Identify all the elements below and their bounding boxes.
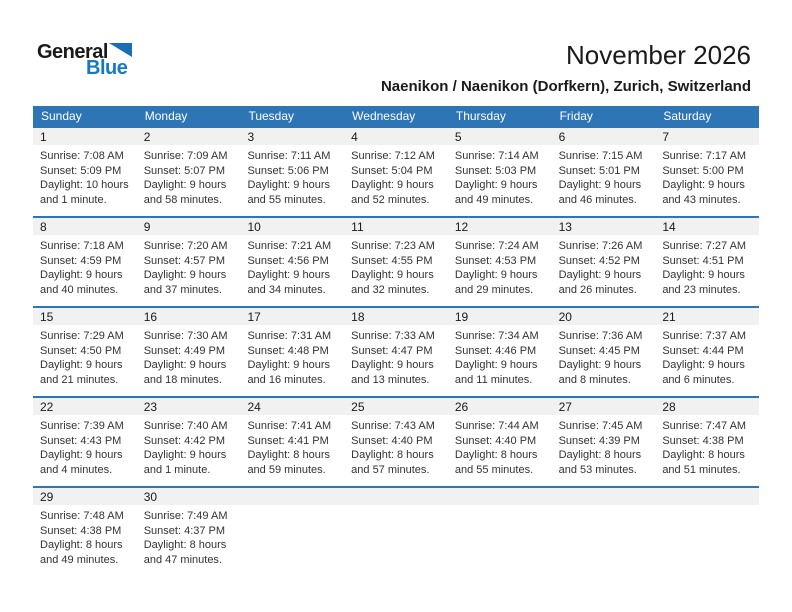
sunrise-text: Sunrise: 7:36 AM <box>558 330 643 342</box>
sunset-text: Sunset: 4:50 PM <box>40 344 122 357</box>
day-cell <box>344 398 448 486</box>
daylight-text-line1: Daylight: 9 hours <box>143 359 227 371</box>
weekday-cell: Saturday <box>663 109 712 123</box>
sunrise-text: Sunrise: 7:40 AM <box>143 420 228 432</box>
daylight-text-line1: Daylight: 10 hours <box>40 179 129 191</box>
daylight-text-line2: and 26 minutes. <box>558 283 637 296</box>
sunset-text: Sunset: 4:38 PM <box>40 524 122 537</box>
sunrise-text: Sunrise: 7:30 AM <box>143 330 228 342</box>
sunset-text: Sunset: 4:37 PM <box>143 524 226 537</box>
daylight-text-line2: and 23 minutes. <box>662 283 741 296</box>
day-number: 26 <box>448 398 552 415</box>
day-number: 10 <box>240 218 344 235</box>
day-details <box>240 325 344 387</box>
day-details <box>33 415 137 477</box>
page-title: November 2026 <box>566 40 751 70</box>
day-cell <box>448 128 552 216</box>
daylight-text-line2: and 49 minutes. <box>454 193 534 206</box>
daylight-text-line2: and 29 minutes. <box>454 283 534 296</box>
sunrise-text: Sunrise: 7:12 AM <box>351 150 435 162</box>
day-number: 2 <box>137 128 241 145</box>
sunrise-text: Sunrise: 7:11 AM <box>247 150 331 162</box>
daylight-text-line2: and 32 minutes. <box>351 283 430 296</box>
day-cell <box>344 218 448 306</box>
sunrise-text: Sunrise: 7:34 AM <box>454 330 539 342</box>
day-cell-empty <box>655 488 759 576</box>
sunrise-text: Sunrise: 7:09 AM <box>143 150 228 162</box>
day-details <box>655 505 759 509</box>
day-details <box>33 145 137 207</box>
sunset-text: Sunset: 4:43 PM <box>40 434 122 447</box>
sunset-text: Sunset: 4:56 PM <box>247 254 329 267</box>
sunrise-text: Sunrise: 7:18 AM <box>40 240 124 252</box>
daylight-text-line2: and 34 minutes. <box>247 283 326 296</box>
day-cell <box>240 308 344 396</box>
day-details <box>344 505 448 509</box>
day-details <box>448 235 552 297</box>
day-number: 8 <box>33 218 137 235</box>
daylight-text-line2: and 53 minutes. <box>558 463 637 476</box>
day-number: 12 <box>448 218 552 235</box>
day-details <box>448 145 552 207</box>
sunrise-text: Sunrise: 7:20 AM <box>143 240 228 252</box>
day-number: 15 <box>33 308 137 325</box>
day-details <box>240 505 344 509</box>
sunrise-text: Sunrise: 7:21 AM <box>247 240 332 252</box>
day-cell <box>344 308 448 396</box>
sunset-text: Sunset: 4:39 PM <box>558 434 640 447</box>
daylight-text-line1: Daylight: 8 hours <box>40 539 123 551</box>
day-cell-empty <box>240 488 344 576</box>
sunrise-text: Sunrise: 7:47 AM <box>662 420 747 432</box>
daylight-text-line1: Daylight: 9 hours <box>558 179 642 191</box>
week-row <box>33 396 759 486</box>
sunset-text: Sunset: 4:46 PM <box>454 344 537 357</box>
sunset-text: Sunset: 5:07 PM <box>143 164 226 177</box>
weekday-cell: Thursday <box>455 109 506 123</box>
weekday-cell: Tuesday <box>248 109 295 123</box>
daylight-text-line2: and 16 minutes. <box>247 373 326 386</box>
day-details <box>33 505 137 567</box>
day-details <box>655 415 759 477</box>
sunrise-text: Sunrise: 7:41 AM <box>247 420 332 432</box>
day-cell <box>240 218 344 306</box>
sunset-text: Sunset: 4:49 PM <box>143 344 226 357</box>
logo-text-blue: Blue <box>86 57 128 79</box>
day-details <box>137 505 241 567</box>
page-subtitle: Naenikon / Naenikon (Dorfkern), Zurich, Switzerland <box>380 78 751 95</box>
daylight-text-line1: Daylight: 8 hours <box>143 539 227 551</box>
day-number: 20 <box>552 308 656 325</box>
day-number: 21 <box>655 308 759 325</box>
sunset-text: Sunset: 4:59 PM <box>40 254 122 267</box>
sunrise-text: Sunrise: 7:44 AM <box>454 420 539 432</box>
day-cell <box>448 218 552 306</box>
sunset-text: Sunset: 4:57 PM <box>143 254 226 267</box>
sunrise-text: Sunrise: 7:37 AM <box>662 330 747 342</box>
sunset-text: Sunset: 4:51 PM <box>662 254 744 267</box>
day-cell <box>655 128 759 216</box>
daylight-text-line2: and 18 minutes. <box>143 373 222 386</box>
day-details <box>448 415 552 477</box>
daylight-text-line1: Daylight: 9 hours <box>143 449 227 461</box>
day-number: 19 <box>448 308 552 325</box>
daylight-text-line2: and 55 minutes. <box>247 193 326 206</box>
daylight-text-line1: Daylight: 9 hours <box>454 359 538 371</box>
weekday-cell: Monday <box>144 109 188 123</box>
daylight-text-line2: and 1 minute. <box>40 193 107 206</box>
sunset-text: Sunset: 4:42 PM <box>143 434 226 447</box>
daylight-text-line1: Daylight: 9 hours <box>662 359 745 371</box>
day-details <box>137 415 241 477</box>
day-cell <box>137 128 241 216</box>
day-cell <box>137 488 241 576</box>
daylight-text-line1: Daylight: 9 hours <box>143 179 227 191</box>
daylight-text-line1: Daylight: 9 hours <box>143 269 227 281</box>
daylight-text-line1: Daylight: 9 hours <box>662 269 745 281</box>
day-details <box>137 235 241 297</box>
daylight-text-line1: Daylight: 9 hours <box>351 359 434 371</box>
day-number: 14 <box>655 218 759 235</box>
day-cell <box>448 398 552 486</box>
daylight-text-line1: Daylight: 9 hours <box>558 269 642 281</box>
weekday-cell: Wednesday <box>352 109 416 123</box>
day-cell <box>33 488 137 576</box>
day-details <box>448 325 552 387</box>
daylight-text-line2: and 43 minutes. <box>662 193 741 206</box>
sunrise-text: Sunrise: 7:23 AM <box>351 240 435 252</box>
day-number: 17 <box>240 308 344 325</box>
sunset-text: Sunset: 4:38 PM <box>662 434 744 447</box>
day-cell <box>552 308 656 396</box>
day-cell <box>137 398 241 486</box>
day-details <box>552 325 656 387</box>
day-number: 11 <box>344 218 448 235</box>
sunset-text: Sunset: 5:01 PM <box>558 164 640 177</box>
daylight-text-line2: and 8 minutes. <box>558 373 631 386</box>
daylight-text-line2: and 1 minute. <box>143 463 211 476</box>
daylight-text-line1: Daylight: 9 hours <box>662 179 745 191</box>
daylight-text-line1: Daylight: 8 hours <box>558 449 642 461</box>
logo-triangle-icon <box>109 43 132 57</box>
day-number: 22 <box>33 398 137 415</box>
sunset-text: Sunset: 5:09 PM <box>40 164 122 177</box>
day-cell <box>655 218 759 306</box>
day-details <box>344 235 448 297</box>
daylight-text-line2: and 52 minutes. <box>351 193 430 206</box>
day-cell <box>33 398 137 486</box>
day-number: 16 <box>137 308 241 325</box>
daylight-text-line1: Daylight: 8 hours <box>247 449 330 461</box>
day-cell-empty <box>552 488 656 576</box>
sunrise-text: Sunrise: 7:24 AM <box>454 240 539 252</box>
day-details <box>33 325 137 387</box>
day-cell <box>33 128 137 216</box>
daylight-text-line1: Daylight: 9 hours <box>558 359 642 371</box>
daylight-text-line1: Daylight: 8 hours <box>351 449 434 461</box>
sunrise-text: Sunrise: 7:08 AM <box>40 150 124 162</box>
day-number: 25 <box>344 398 448 415</box>
day-details <box>137 325 241 387</box>
weekday-cell: Friday <box>559 109 593 123</box>
daylight-text-line2: and 37 minutes. <box>143 283 222 296</box>
sunrise-text: Sunrise: 7:17 AM <box>662 150 747 162</box>
week-row <box>33 306 759 396</box>
sunset-text: Sunset: 4:55 PM <box>351 254 433 267</box>
sunset-text: Sunset: 4:40 PM <box>351 434 433 447</box>
sunset-text: Sunset: 4:41 PM <box>247 434 329 447</box>
day-details <box>240 415 344 477</box>
daylight-text-line1: Daylight: 9 hours <box>247 179 330 191</box>
day-number: 6 <box>552 128 656 145</box>
day-details <box>655 235 759 297</box>
daylight-text-line1: Daylight: 9 hours <box>454 179 538 191</box>
day-cell <box>240 128 344 216</box>
day-cell <box>552 218 656 306</box>
day-cell <box>344 128 448 216</box>
day-cell <box>655 308 759 396</box>
day-details <box>240 145 344 207</box>
day-cell-empty <box>344 488 448 576</box>
week-row <box>33 486 759 576</box>
sunrise-text: Sunrise: 7:39 AM <box>40 420 124 432</box>
day-number <box>448 488 552 505</box>
day-cell <box>448 308 552 396</box>
daylight-text-line2: and 6 minutes. <box>662 373 735 386</box>
sunrise-text: Sunrise: 7:26 AM <box>558 240 643 252</box>
daylight-text-line2: and 59 minutes. <box>247 463 326 476</box>
sunset-text: Sunset: 4:48 PM <box>247 344 329 357</box>
sunrise-text: Sunrise: 7:48 AM <box>40 510 124 522</box>
sunset-text: Sunset: 4:47 PM <box>351 344 433 357</box>
day-cell <box>655 398 759 486</box>
sunset-text: Sunset: 5:06 PM <box>247 164 329 177</box>
sunrise-text: Sunrise: 7:27 AM <box>662 240 747 252</box>
day-details <box>552 235 656 297</box>
day-number <box>552 488 656 505</box>
calendar-weeks <box>33 126 759 576</box>
day-details <box>344 415 448 477</box>
sunset-text: Sunset: 5:00 PM <box>662 164 744 177</box>
day-number: 13 <box>552 218 656 235</box>
week-row <box>33 216 759 306</box>
calendar-table <box>33 106 759 576</box>
day-cell <box>240 398 344 486</box>
day-cell <box>552 128 656 216</box>
sunset-text: Sunset: 4:40 PM <box>454 434 537 447</box>
daylight-text-line2: and 47 minutes. <box>143 553 222 566</box>
day-number: 7 <box>655 128 759 145</box>
sunset-text: Sunset: 5:03 PM <box>454 164 537 177</box>
day-cell <box>137 218 241 306</box>
sunrise-text: Sunrise: 7:31 AM <box>247 330 332 342</box>
daylight-text-line2: and 13 minutes. <box>351 373 430 386</box>
day-number: 18 <box>344 308 448 325</box>
daylight-text-line2: and 55 minutes. <box>454 463 534 476</box>
day-details <box>33 235 137 297</box>
daylight-text-line2: and 21 minutes. <box>40 373 119 386</box>
day-number: 9 <box>137 218 241 235</box>
day-details <box>448 505 552 509</box>
sunset-text: Sunset: 5:04 PM <box>351 164 433 177</box>
general-blue-logo <box>37 42 132 78</box>
day-details <box>655 145 759 207</box>
day-cell <box>137 308 241 396</box>
week-row <box>33 126 759 216</box>
sunrise-text: Sunrise: 7:33 AM <box>351 330 435 342</box>
day-number: 24 <box>240 398 344 415</box>
daylight-text-line2: and 51 minutes. <box>662 463 741 476</box>
day-cell <box>552 398 656 486</box>
day-number: 28 <box>655 398 759 415</box>
sunrise-text: Sunrise: 7:29 AM <box>40 330 124 342</box>
daylight-text-line1: Daylight: 9 hours <box>454 269 538 281</box>
day-details <box>344 325 448 387</box>
day-number <box>240 488 344 505</box>
daylight-text-line1: Daylight: 9 hours <box>351 269 434 281</box>
day-number: 30 <box>137 488 241 505</box>
day-details <box>552 145 656 207</box>
day-cell <box>33 308 137 396</box>
weekday-cell: Sunday <box>41 109 82 123</box>
sunrise-text: Sunrise: 7:43 AM <box>351 420 435 432</box>
day-number: 4 <box>344 128 448 145</box>
day-number: 1 <box>33 128 137 145</box>
day-number: 29 <box>33 488 137 505</box>
daylight-text-line2: and 58 minutes. <box>143 193 222 206</box>
sunrise-text: Sunrise: 7:14 AM <box>454 150 539 162</box>
day-cell-empty <box>448 488 552 576</box>
day-details <box>344 145 448 207</box>
daylight-text-line1: Daylight: 9 hours <box>40 269 123 281</box>
day-number: 27 <box>552 398 656 415</box>
sunset-text: Sunset: 4:44 PM <box>662 344 744 357</box>
day-details <box>552 415 656 477</box>
day-number: 5 <box>448 128 552 145</box>
day-number <box>655 488 759 505</box>
day-cell <box>33 218 137 306</box>
day-number: 23 <box>137 398 241 415</box>
sunrise-text: Sunrise: 7:15 AM <box>558 150 643 162</box>
daylight-text-line2: and 57 minutes. <box>351 463 430 476</box>
daylight-text-line1: Daylight: 9 hours <box>40 449 123 461</box>
daylight-text-line1: Daylight: 8 hours <box>662 449 745 461</box>
daylight-text-line1: Daylight: 8 hours <box>454 449 538 461</box>
day-number: 3 <box>240 128 344 145</box>
day-details <box>552 505 656 509</box>
sunrise-text: Sunrise: 7:49 AM <box>143 510 228 522</box>
day-details <box>240 235 344 297</box>
logo-text-general: General <box>37 41 108 63</box>
day-number <box>344 488 448 505</box>
sunrise-text: Sunrise: 7:45 AM <box>558 420 643 432</box>
day-details <box>655 325 759 387</box>
weekday-row <box>33 106 759 126</box>
sunset-text: Sunset: 4:45 PM <box>558 344 640 357</box>
daylight-text-line1: Daylight: 9 hours <box>40 359 123 371</box>
daylight-text-line2: and 46 minutes. <box>558 193 637 206</box>
daylight-text-line1: Daylight: 9 hours <box>247 359 330 371</box>
daylight-text-line1: Daylight: 9 hours <box>247 269 330 281</box>
daylight-text-line2: and 40 minutes. <box>40 283 119 296</box>
sunset-text: Sunset: 4:53 PM <box>454 254 537 267</box>
sunset-text: Sunset: 4:52 PM <box>558 254 640 267</box>
day-details <box>137 145 241 207</box>
daylight-text-line1: Daylight: 9 hours <box>351 179 434 191</box>
daylight-text-line2: and 11 minutes. <box>454 373 533 386</box>
daylight-text-line2: and 4 minutes. <box>40 463 113 476</box>
daylight-text-line2: and 49 minutes. <box>40 553 119 566</box>
